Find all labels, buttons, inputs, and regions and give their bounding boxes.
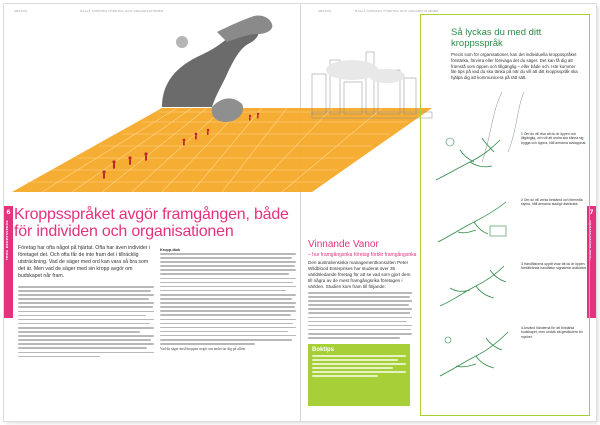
left-second-column xyxy=(160,245,296,356)
article-subtitle: – hur framgångsrika företag förblir framgångsrika xyxy=(308,252,417,258)
article-left-column xyxy=(308,260,412,296)
left-headline: Kroppsspråket avgör framgången, både för individen och organisationen xyxy=(14,206,289,240)
right-tab-label: TEMA KROPPSSPRÅK xyxy=(588,220,592,261)
left-subhead: Kropp-tänk xyxy=(160,248,181,252)
boktips-title: Boktips xyxy=(312,347,335,353)
tip-number-1: 1 xyxy=(521,132,523,136)
left-running-head: ABACUS xyxy=(14,9,28,13)
article-ingress: Den australiensiska managementkonsulten Peter Wildblood Enterprises har studerat över 35 världsledande företag för att se vad som gjort dem till några av de mest framgångsrika företagen i världen. Studien kom fram till följande: xyxy=(308,260,411,289)
left-second-body-lines xyxy=(160,253,296,345)
tip-number-4: 4 xyxy=(521,326,523,330)
tip-text-3: Handflatorna uppåt visar att du är öppen. Nedåtvända handflator signalerar auktoritet. xyxy=(521,262,587,271)
boktips-body xyxy=(308,355,410,377)
giant-figure xyxy=(162,15,272,122)
tip-text-4: Använd händerna för att förstärka budskapet, men undvik att gestikulera för mycket. xyxy=(521,326,583,339)
tip-number-2: 2 xyxy=(521,198,523,202)
left-ingress-column xyxy=(18,245,154,360)
right-running-head: ABACUS xyxy=(318,9,332,13)
left-tab-label: TEMA KROPPSSPRÅK xyxy=(5,220,9,261)
tips-ingress: Precis som för organisationer, kan det individuella kroppsspråket förstärka, förvirra eller försvaga det du säger. Det kan få dig att framstå som öppen och tillgänglig – eller både och. Här kommer lite tips på vad du ska tänka på när du vill att ditt kroppsspråk ska hjälpa dig att kommunicera på rätt sätt. xyxy=(451,52,578,81)
left-running-head-title: HALLÅ SVENSKA FÖRETAG OCH ORGANISATIONER xyxy=(80,9,164,13)
left-short-para: Vad du säger med kroppen avgör om andra tar dig på allvar. xyxy=(160,347,247,352)
tip-number-3: 3 xyxy=(521,262,523,266)
smoke-clouds xyxy=(326,60,405,83)
article-title: Vinnande Vanor xyxy=(308,239,379,250)
left-page-number: 6 xyxy=(6,209,11,216)
tip-item-2 xyxy=(521,198,587,207)
tip-text-1: Om du vill visa att du är öppen och tillgänglig, och vill att andra ska känna sig trygga och öppna, håll armarna avslappnat. xyxy=(521,132,587,145)
left-page-tab xyxy=(4,206,13,318)
hand-sketch-3 xyxy=(430,258,520,316)
article-list-column-2 xyxy=(360,292,412,341)
hand-sketch-4 xyxy=(430,322,520,386)
tip-item-4 xyxy=(521,326,587,339)
tip-text-2: Om du vill verka bestämd och förmedla styrka, håll armarna stadigt utsträckta. xyxy=(521,198,583,207)
hand-sketch-2 xyxy=(430,196,520,252)
hand-sketch-1 xyxy=(430,128,520,190)
tip-item-3 xyxy=(521,262,587,271)
tip-item-1 xyxy=(521,132,587,145)
right-page-number: 7 xyxy=(589,209,594,216)
left-ingress: Företag har ofta något på hjärtat. Ofta har även individer i företaget det. Och ofta får de inte fram det i tillräcklig utsträckning. Vad de säger med ord kan vara så bra som det är. Men vad de säger med sin kropp avgör om budskapet når fram. xyxy=(18,245,151,279)
left-body-lines xyxy=(18,286,154,357)
tips-title: Så lyckas du med ditt kroppsspråk xyxy=(451,27,542,49)
boktips-box xyxy=(308,344,410,406)
right-running-head-title: HALLÅ SVENSKA FÖRETAG OCH ORGANISATIONER xyxy=(355,9,439,13)
